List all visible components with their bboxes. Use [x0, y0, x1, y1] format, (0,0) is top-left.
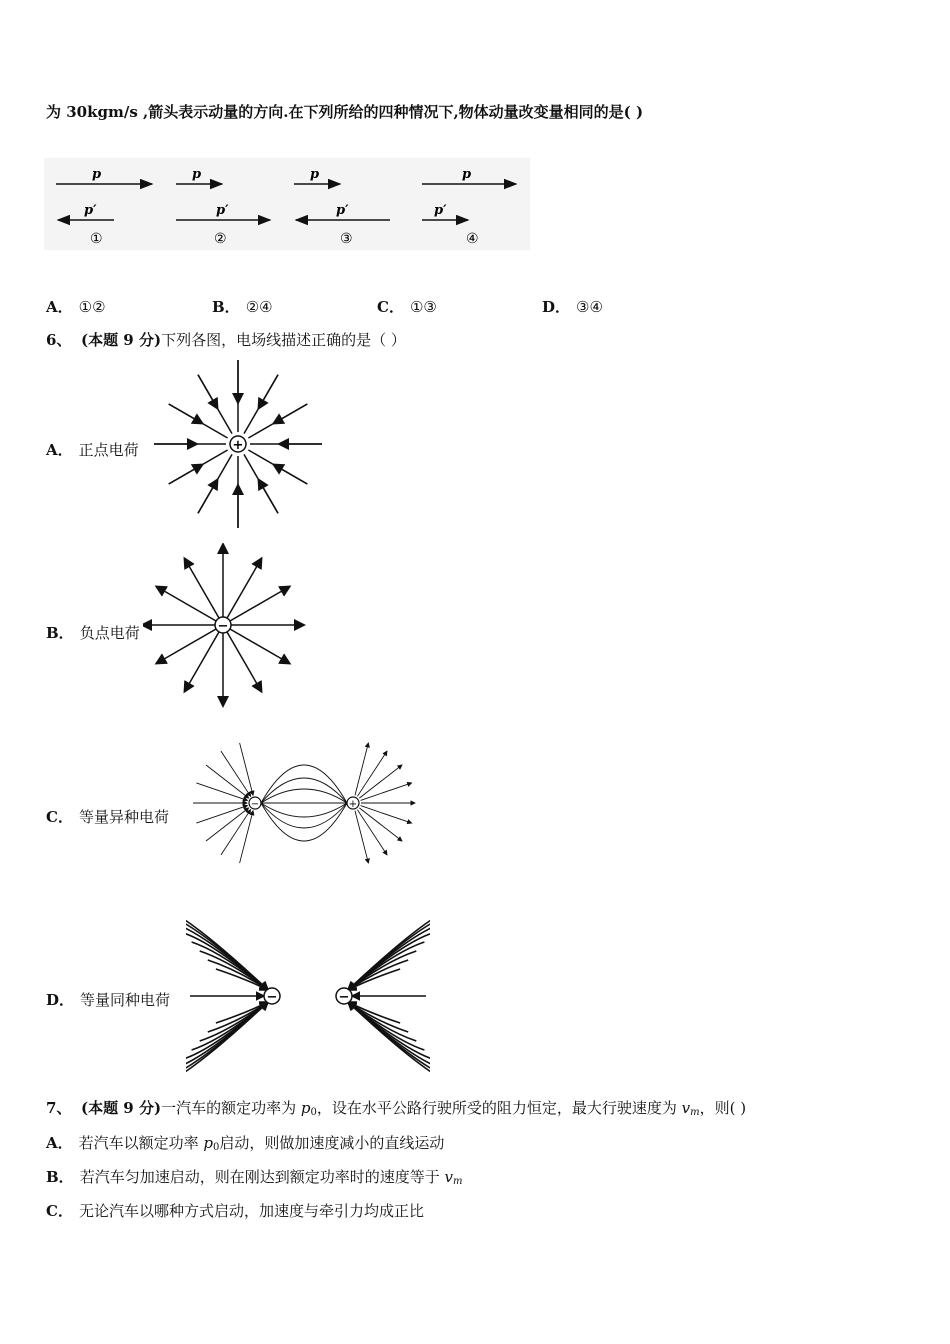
- field-figure-positive: [150, 360, 325, 530]
- field-line-b: [157, 587, 223, 625]
- field-ray-c: [240, 743, 253, 795]
- field-figure-negative: [143, 543, 308, 708]
- field-arrow-a: [259, 480, 278, 513]
- field-line-b: [223, 559, 261, 625]
- field-arrow-a: [169, 404, 202, 423]
- field-line-c-3: [261, 765, 347, 803]
- field-line-b: [223, 625, 261, 691]
- q5-option-d[interactable]: D． ③④: [542, 298, 603, 316]
- field-line-d: [348, 910, 430, 990]
- field-line-d: [186, 910, 268, 990]
- q7-option-b[interactable]: B． 若汽车匀加速启动，则在刚达到额定功率时的速度等于 $v_m$: [46, 1168, 463, 1187]
- label-p-2: p: [192, 167, 202, 182]
- field-line-c-1: [261, 789, 347, 803]
- q5-stem: 为 30kgm/s ,箭头表示动量的方向.在下列所给的四种情况下,物体动量改变量相同的是( ): [46, 103, 644, 121]
- q6-option-c[interactable]: C． 等量异种电荷: [46, 808, 169, 826]
- q6-option-a[interactable]: A． 正点电荷: [46, 441, 139, 459]
- field-arrow-a: [198, 375, 217, 408]
- field-ray-c: [357, 810, 387, 855]
- q5-option-a[interactable]: A． ①②: [46, 298, 106, 316]
- charge-sign-d-right: −: [338, 990, 350, 1005]
- field-arrow-a: [274, 465, 307, 484]
- field-line-b: [185, 559, 223, 625]
- field-ray-c: [355, 811, 368, 863]
- field-figure-unlike-charges: [185, 735, 425, 870]
- label-pprime-2: p′: [216, 203, 229, 218]
- field-arrow-a: [274, 404, 307, 423]
- q7-option-a[interactable]: A． 若汽车以额定功率 $p_0$启动，则做加速度减小的直线运动: [46, 1134, 445, 1153]
- field-line-b: [223, 625, 289, 663]
- q6-option-b[interactable]: B． 负点电荷: [46, 624, 140, 642]
- field-line-d: [186, 1002, 268, 1075]
- momentum-figure: [44, 158, 530, 250]
- field-line-c-2: [261, 778, 347, 803]
- q6-stem: 6、 (本题 9 分)下列各图，电场线描述正确的是（ ）: [46, 331, 406, 349]
- label-pprime-3: p′: [336, 203, 349, 218]
- field-line-c-5: [261, 803, 347, 828]
- q5-option-c[interactable]: C． ①③: [377, 298, 437, 316]
- field-ray-c: [221, 751, 251, 796]
- case-label-4: ④: [466, 231, 479, 247]
- field-line-b: [157, 625, 223, 663]
- field-line-c-6: [261, 803, 347, 841]
- field-arrow-a: [169, 465, 202, 484]
- charge-sign-a: +: [232, 438, 244, 453]
- case-label-2: ②: [214, 231, 227, 247]
- label-pprime-1: p′: [84, 203, 97, 218]
- field-arrow-a: [259, 375, 278, 408]
- label-p-4: p: [462, 167, 472, 182]
- charge-sign-d-left: −: [266, 990, 278, 1005]
- field-line-c-4: [261, 803, 347, 817]
- charge-sign-b: −: [217, 619, 229, 634]
- q5-option-b[interactable]: B． ②④: [212, 298, 273, 316]
- field-ray-c: [240, 811, 253, 863]
- field-line-d: [348, 1002, 430, 1075]
- label-p-3: p: [310, 167, 320, 182]
- field-line-b: [185, 625, 223, 691]
- field-figure-like-charges: [186, 910, 430, 1075]
- q6-option-d[interactable]: D． 等量同种电荷: [46, 991, 171, 1009]
- q7-option-c[interactable]: C． 无论汽车以哪种方式启动，加速度与牵引力均成正比: [46, 1202, 424, 1220]
- charge-sign-c-right: +: [348, 799, 358, 810]
- q7-stem: 7、 (本题 9 分)一汽车的额定功率为 $p_0$，设在水平公路行驶所受的阻力恒定，最大行驶速度为 $v_m$，则( ): [46, 1099, 747, 1118]
- label-p-1: p: [92, 167, 102, 182]
- field-ray-c: [355, 743, 368, 795]
- field-arrow-a: [198, 480, 217, 513]
- field-ray-c: [221, 810, 251, 855]
- case-label-3: ③: [340, 231, 353, 247]
- case-label-1: ①: [90, 231, 103, 247]
- field-ray-c: [357, 751, 387, 796]
- field-line-b: [223, 587, 289, 625]
- label-pprime-4: p′: [434, 203, 447, 218]
- charge-sign-c-left: −: [250, 799, 260, 810]
